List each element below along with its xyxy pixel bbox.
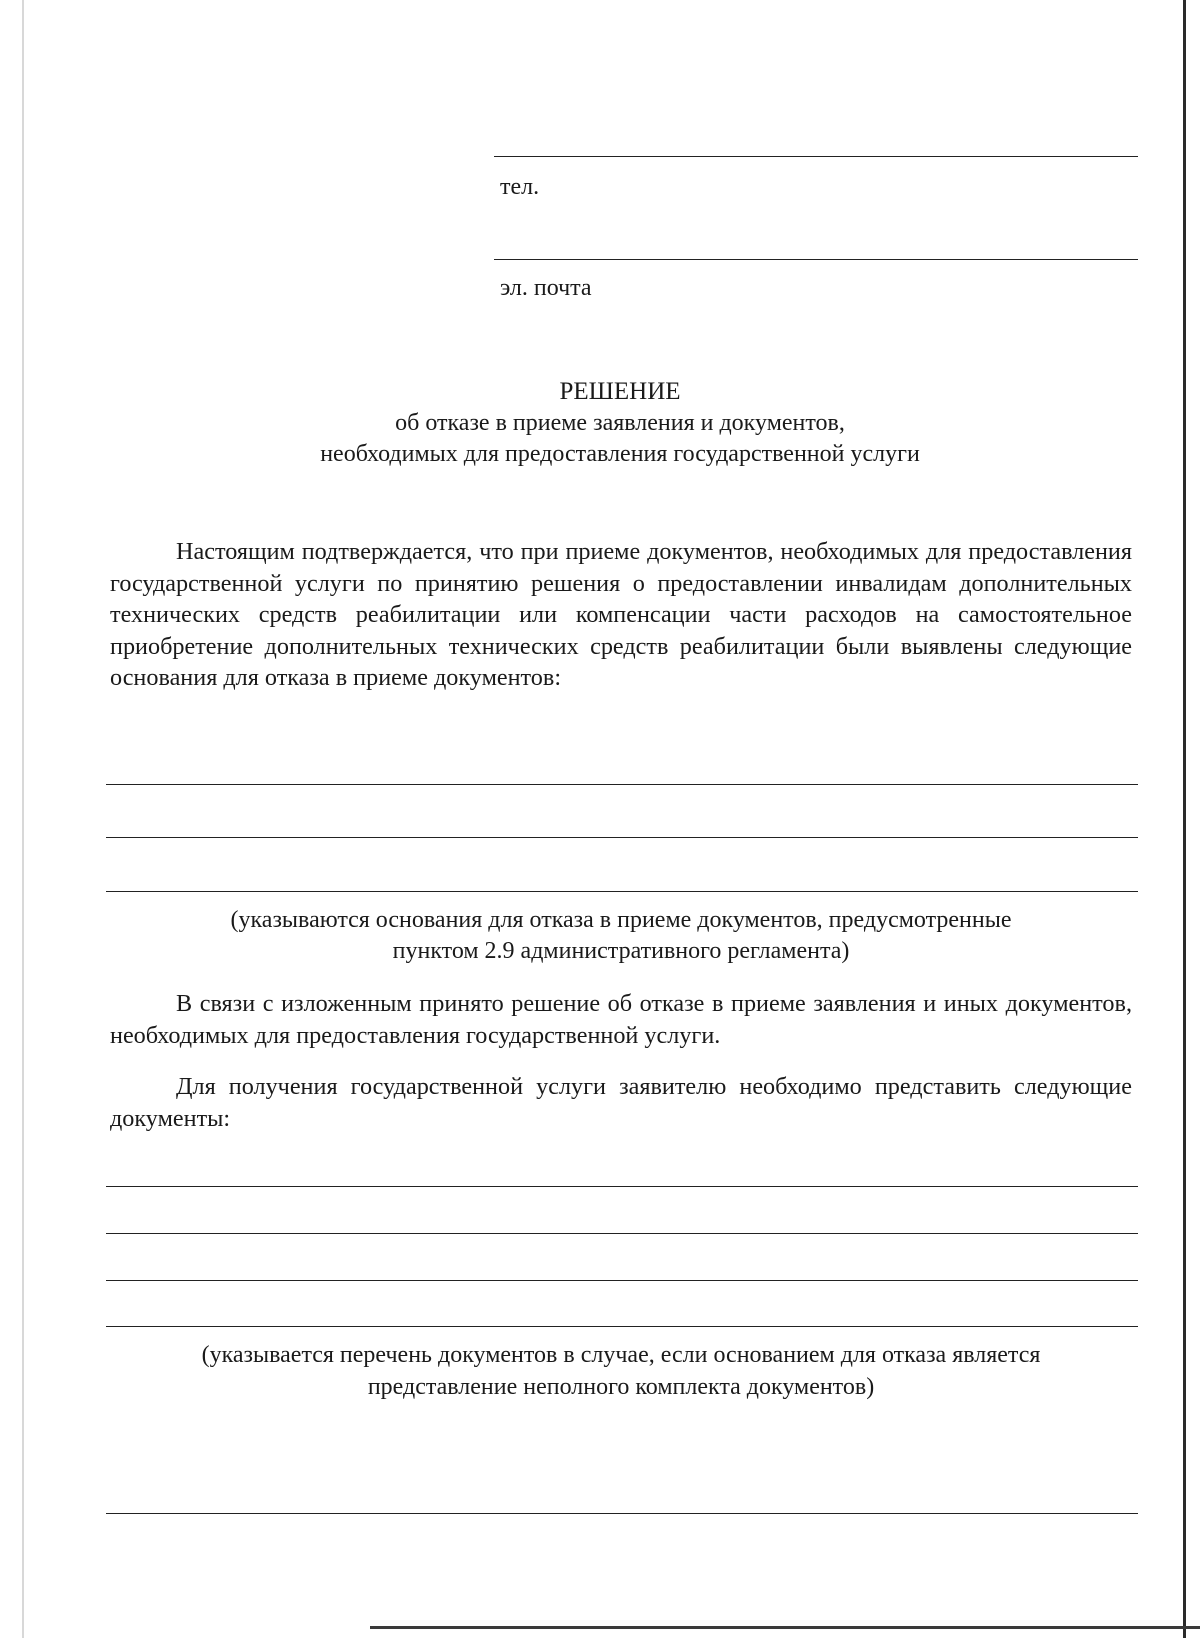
required-documents-paragraph: Для получения государственной услуги заявителю необходимо представить следующие документы: xyxy=(110,1073,1132,1132)
email-label: эл. почта xyxy=(500,275,592,301)
signature-line xyxy=(106,1513,1138,1514)
documents-blank-line-2 xyxy=(106,1233,1138,1234)
phone-value-line xyxy=(494,259,1138,260)
recipient-name-line xyxy=(494,156,1138,157)
grounds-note-line2: пунктом 2.9 административного регламента) xyxy=(392,938,850,964)
scan-edge-bottom xyxy=(370,1626,1200,1629)
decision-title: РЕШЕНИЕ xyxy=(559,378,681,405)
grounds-blank-line-3 xyxy=(106,891,1138,892)
grounds-blank-line-1 xyxy=(106,784,1138,785)
documents-note-line2: представление неполного комплекта документов) xyxy=(367,1374,875,1400)
documents-note-line1: (указывается перечень документов в случае, если основанием для отказа является xyxy=(201,1342,1041,1368)
documents-blank-line-3 xyxy=(106,1280,1138,1281)
scan-edge-right xyxy=(1183,0,1186,1638)
phone-label: тел. xyxy=(500,174,540,200)
decision-paragraph: В связи с изложенным принято решение об отказе в приеме заявления и иных документов, необходимых для предоставления государственной услуги. xyxy=(110,990,1132,1049)
scan-edge-left xyxy=(22,0,24,1638)
grounds-note-line1: (указываются основания для отказа в приеме документов, предусмотренные xyxy=(230,907,1012,933)
decision-subtitle-line2: необходимых для предоставления государственной услуги xyxy=(320,441,920,467)
decision-subtitle-line1: об отказе в приеме заявления и документов, xyxy=(395,410,845,436)
documents-blank-line-1 xyxy=(106,1186,1138,1187)
grounds-blank-line-2 xyxy=(106,837,1138,838)
documents-blank-line-4 xyxy=(106,1326,1138,1327)
confirmation-paragraph: Настоящим подтверждается, что при приеме документов, необходимых для предоставления государственной услуги по принятию решения о предоставлении инвалидам дополнительных технических средств реабилитации или компенсации части расходов на самостоятельное приобретение дополнительных технических средств реабилитации были выявлены следующие основания для отказа в приеме документов: xyxy=(110,538,1132,691)
